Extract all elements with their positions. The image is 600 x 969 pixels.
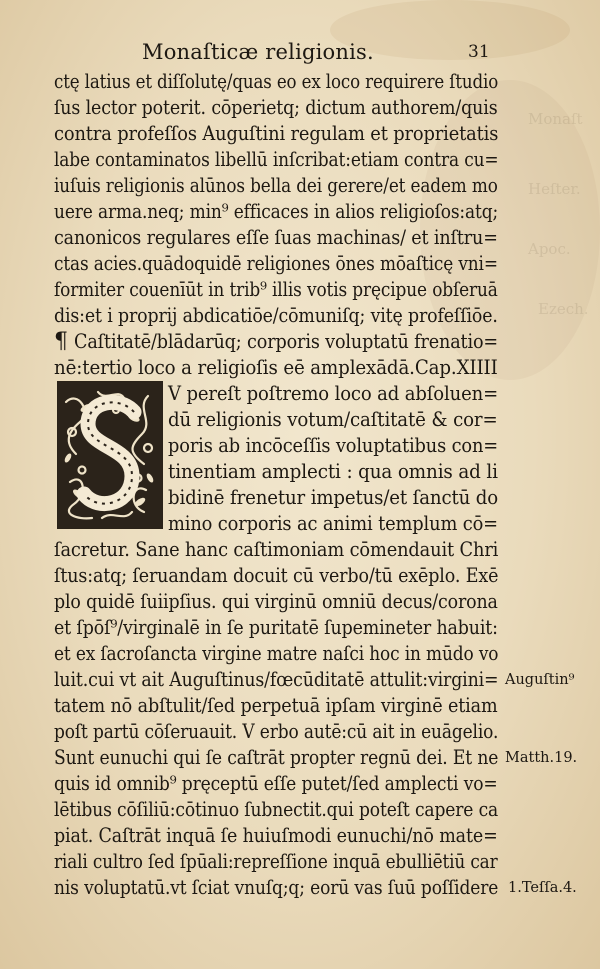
text-line: dis:et i proprij abdicatiōe/cōmuniſq; vitę profeſſiōe. (54, 304, 498, 327)
text-line: formiter couenīūt in trib⁹ illis votis pręcipue obſeruā (54, 278, 498, 301)
text-line: ctas acies.quādoquidē religiones ōnes mōaſticę vni= (54, 252, 498, 275)
text-line: Sunt eunuchi qui ſe caſtrāt propter regnū dei. Et ne (54, 746, 499, 769)
text-line: et ſpōſ⁹/virginalē in ſe puritatē ſupemineter habuit: (54, 616, 498, 639)
chapter-heading-line: Caſtitatē/blādarūq; corporis voluptatū frenatio= (74, 330, 499, 353)
running-head: Monaſticæ religionis. (142, 40, 374, 64)
pilcrow-icon: ¶ (54, 329, 68, 354)
folio-number: 31 (468, 42, 490, 62)
text-line: nis voluptatū.vt ſciat vnuſq;q; eorū vas ſuū poſſidere (54, 876, 499, 899)
text-line: quis id omnib⁹ pręceptū eſſe putet/ſed amplecti vo= (54, 772, 498, 795)
text-line: poſt partū cōſeruauit. V erbo autē:cū ait in euāgelio. (54, 720, 499, 743)
chapter-heading-line: nē:tertio loco a religioſis eē amplexādā.Cap.XIIII (54, 356, 498, 379)
text-line: uere arma.neq; min⁹ efficaces in alios religioſos:atq; (54, 200, 499, 223)
text-line: V pereſt poſtremo loco ad abſoluen= (168, 382, 499, 405)
text-line: riali cultro ſed ſpūali:repreſſione inquā ebulliētiū car (54, 850, 498, 873)
text-line: luit.cui vt ait Auguſtinus/fœcūditatē attulit:virgini= (54, 668, 499, 691)
page-header (0, 40, 600, 70)
text-line: ſtus:atq; ſeruandam docuit cū verbo/tū exēplo. Exē (54, 564, 499, 587)
text-line: ſus lector poterit. cōperietq; dictum authorem/quis (54, 96, 498, 119)
text-line: plo quidē ſuiipſius. qui virginū omniū decus/corona (54, 590, 498, 613)
text-line: tatem nō abſtulit/ſed perpetuā ipſam virginē etiam (54, 694, 498, 717)
text-line: labe contaminatos libellū inſcribat:etiam contra cu= (54, 148, 499, 171)
text-line: tinentiam amplecti : qua omnis ad li (168, 460, 498, 483)
text-line: contra profeſſos Auguſtini regulam et proprietatis (54, 122, 499, 145)
text-line: ctę latius et diſſolutę/quas eo ex loco requirere ſtudio (54, 70, 499, 93)
text-line: lētibus cōſiliū:cōtinuo ſubnectit.qui poteſt capere ca (54, 798, 499, 821)
text-line: bidinē frenetur impetus/et ſanctū do (168, 486, 499, 509)
text-line: poris ab incōceſſis voluptatibus con= (168, 434, 499, 457)
text-line: iuſuis religionis alūnos bella dei gerere/et eadem mo (54, 174, 498, 197)
text-line: mino corporis ac animi templum cō= (168, 512, 498, 535)
show-through-text: Monaſt Heſter. Apoc. Ezech. (528, 110, 589, 318)
decorated-initial-s-icon (57, 381, 163, 529)
marginal-note: 1.Teſſa.4. (508, 880, 577, 896)
text-line: canonicos regulares eſſe ſuas machinas/ et inſtru= (54, 226, 498, 249)
marginal-note: Matth.19. (505, 750, 578, 766)
text-line: et ex ſacroſancta virgine matre naſci hoc in mūdo vo (54, 642, 499, 665)
text-line: piat. Caſtrāt inquā ſe huiuſmodi eunuchi/nō mate= (54, 824, 498, 847)
marginal-note: Auguſtin⁹ (505, 672, 575, 688)
text-line: ſacretur. Sane hanc caſtimoniam cōmendauit Chri (54, 538, 499, 561)
text-line: dū religionis votum/caſtitatē & cor= (168, 408, 498, 431)
